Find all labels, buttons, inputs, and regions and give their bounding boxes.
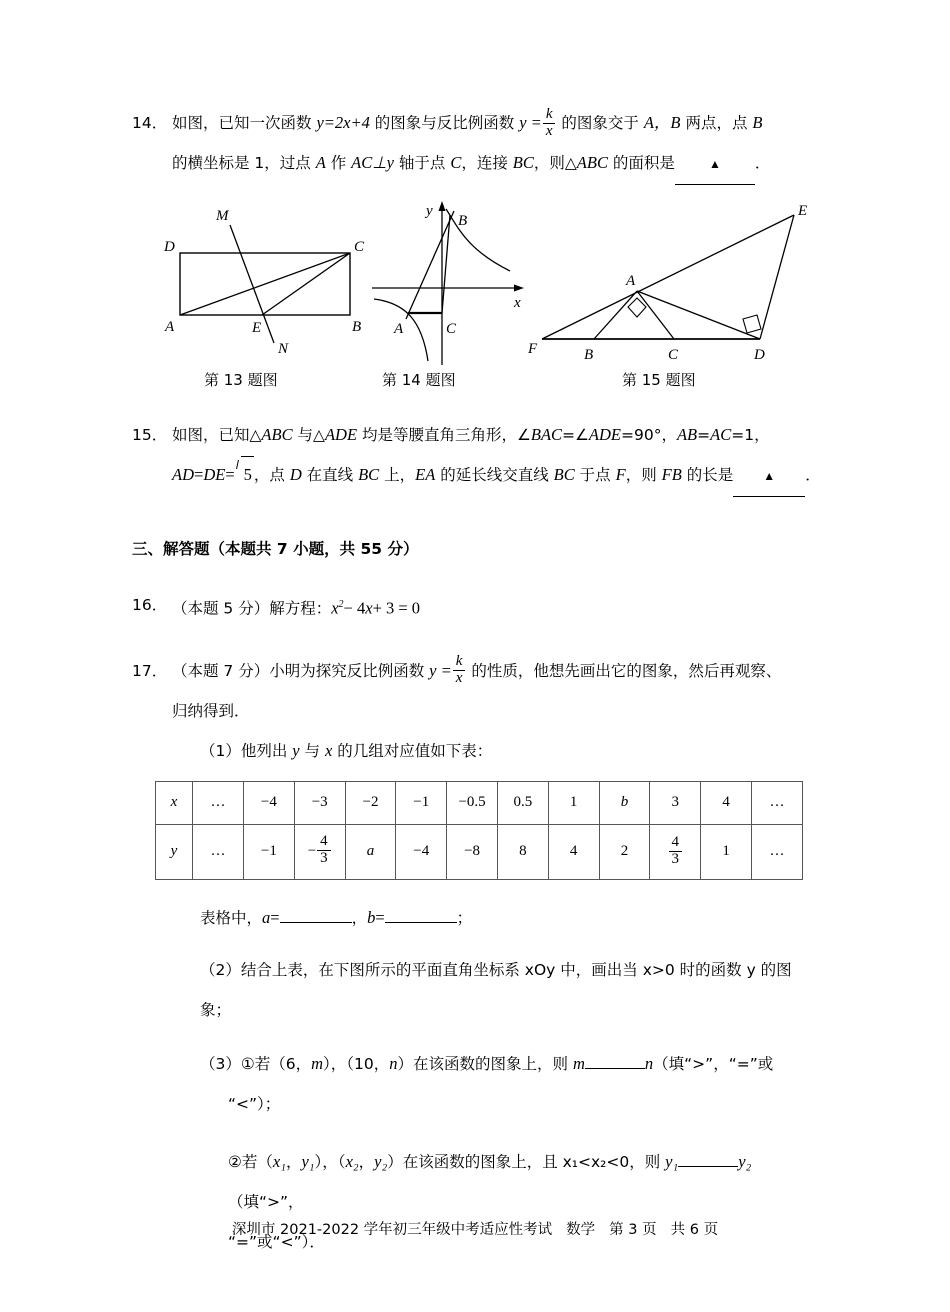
q17-p1-b: 与 bbox=[299, 741, 325, 760]
q15-e: =90°， bbox=[621, 426, 677, 444]
q17-part3-line bbox=[132, 1044, 822, 1124]
q17-var-b: b bbox=[367, 907, 376, 927]
q17-blank-a[interactable] bbox=[280, 922, 352, 923]
q15-line2 bbox=[172, 455, 822, 497]
fig13-label-C: C bbox=[354, 239, 365, 255]
q17-line2: 归纳得到． bbox=[172, 701, 250, 720]
cell-x-10: 3 bbox=[650, 781, 701, 824]
q15-BC: BC bbox=[358, 465, 380, 484]
fig14-label-C: C bbox=[446, 321, 457, 337]
figure-14-caption: 第 14 题图 bbox=[382, 371, 456, 389]
cell-y-3-fraction bbox=[294, 824, 345, 879]
q14-l2-c: 轴于点 bbox=[393, 154, 451, 172]
cell-y-3-sign: − bbox=[307, 843, 317, 859]
fig14-label-A: A bbox=[394, 321, 404, 337]
q17-p3-2a: ②若（ bbox=[228, 1152, 273, 1171]
q17-frac-denominator: x bbox=[453, 670, 466, 687]
q15-l2a: ，点 bbox=[253, 466, 290, 484]
q17-part3-inner bbox=[200, 1044, 822, 1124]
question-17-text bbox=[172, 651, 822, 771]
cell-x-header: x bbox=[156, 781, 193, 824]
q17-p3-n2: n bbox=[644, 1053, 654, 1073]
values-table bbox=[155, 781, 803, 880]
q17-p3-1b: ），（10， bbox=[323, 1054, 390, 1073]
question-17-number: 17． bbox=[132, 661, 168, 680]
q16-rest-b: + 3 = 0 bbox=[372, 598, 421, 618]
q15-FB: FB bbox=[661, 465, 682, 484]
q14-l2-end: ． bbox=[754, 154, 771, 172]
q15-c: 均是等腰直角三角形，∠ bbox=[357, 426, 531, 444]
footer-total-pages: 共 6 页 bbox=[670, 1222, 719, 1238]
q17-blank-b[interactable] bbox=[385, 922, 457, 923]
q17-p3-y1: y₁ bbox=[301, 1151, 315, 1171]
q17-p3-2c: （填“>”， bbox=[228, 1192, 304, 1211]
q17-b: 的性质，他想先画出它的图象，然后再观察、 bbox=[466, 661, 782, 680]
fig13-label-E: E bbox=[252, 320, 262, 336]
question-14-text bbox=[172, 103, 822, 185]
q15-answer-blank[interactable]: ▲ bbox=[733, 456, 805, 497]
cell-y-1: … bbox=[193, 824, 244, 879]
cell-y-header: y bbox=[156, 824, 193, 879]
table-row-y bbox=[156, 824, 803, 879]
q15-EA: EA bbox=[415, 465, 436, 484]
page-content bbox=[132, 0, 822, 1262]
q17-y-equals: y = bbox=[429, 660, 452, 680]
q17-fraction-k-over-x bbox=[453, 654, 466, 687]
q15-g: =1， bbox=[731, 426, 770, 444]
q17-blanks-comma: ， bbox=[351, 908, 368, 927]
q14-linear-function: y=2x+4 bbox=[316, 113, 370, 132]
q17-blanks-prefix: 表格中， bbox=[200, 908, 263, 927]
q17-eq-a: = bbox=[270, 907, 280, 927]
q14-points-AB: A，B bbox=[643, 113, 681, 132]
q17-eq-b: = bbox=[375, 907, 385, 927]
fig14-label-x: x bbox=[514, 295, 521, 311]
cell-y-11: 1 bbox=[701, 824, 752, 879]
q14-y-equals: y = bbox=[519, 113, 542, 132]
page-footer bbox=[0, 1218, 950, 1239]
q15-eq1: = bbox=[194, 465, 204, 484]
figure-13 bbox=[152, 193, 382, 389]
q17-part2-text: （2）结合上表，在下图所示的平面直角坐标系 xOy 中，画出当 x>0 时的函数 y 的图象； bbox=[200, 960, 792, 1019]
q14-text-b: 的图象与反比例函数 bbox=[369, 114, 520, 132]
cell-x-11: 4 bbox=[701, 781, 752, 824]
cell-y-5: −4 bbox=[396, 824, 447, 879]
q14-l2-C: C bbox=[450, 153, 462, 172]
question-17 bbox=[132, 651, 822, 771]
q17-p3-y2b: y₂ bbox=[738, 1151, 752, 1171]
q17-p3-x1: x₁ bbox=[272, 1151, 286, 1171]
figures-row bbox=[132, 193, 822, 393]
q15-l2e: 于点 bbox=[574, 466, 616, 484]
cell-y-4-unknown-a: a bbox=[345, 824, 396, 879]
footer-exam-title: 深圳市 2021-2022 学年初三年级中考适应性考试 bbox=[231, 1222, 553, 1238]
cell-y-2: −1 bbox=[244, 824, 295, 879]
cell-y-3-den: 3 bbox=[317, 850, 331, 867]
cell-x-1: … bbox=[193, 781, 244, 824]
cell-x-6: −0.5 bbox=[447, 781, 498, 824]
q17-p3-1e: “<”）； bbox=[228, 1094, 281, 1113]
q16-var-x: x bbox=[331, 598, 339, 618]
fig15-label-C: C bbox=[668, 347, 679, 363]
q17-p3-x2: x₂ bbox=[345, 1151, 359, 1171]
q15-l2f: ，则 bbox=[625, 466, 662, 484]
fig15-label-D: D bbox=[754, 347, 765, 363]
q17-p3-1d: （填“>”，“=”或 bbox=[653, 1054, 774, 1073]
cell-x-9-unknown-b: b bbox=[599, 781, 650, 824]
q15-sqrt-5: 5 bbox=[235, 455, 254, 495]
q15-AD: AD bbox=[172, 465, 194, 484]
q14-l2-A: A bbox=[315, 153, 326, 172]
q17-blanks-inner bbox=[200, 898, 822, 938]
q14-l2-BC: BC bbox=[512, 153, 534, 172]
q17-p3-m2: m bbox=[572, 1053, 585, 1073]
section-3-heading: 三、解答题（本题共 7 小题，共 55 分） bbox=[132, 540, 419, 558]
fig15-label-A: A bbox=[626, 273, 636, 289]
q17-p3-1c: ）在该函数的图象上，则 bbox=[397, 1054, 573, 1073]
question-15-number: 15． bbox=[132, 426, 168, 444]
table-row-x bbox=[156, 781, 803, 824]
cell-x-7: 0.5 bbox=[497, 781, 548, 824]
q16-var-x2: x bbox=[365, 598, 373, 618]
footer-subject: 数学 bbox=[566, 1222, 596, 1238]
q17-p3-1a: （3）①若（6， bbox=[200, 1054, 312, 1073]
q15-D: D bbox=[289, 465, 302, 484]
q17-part3-2-inner: ②若（x₁，y₁），（x₂，y₂）在该函数的图象上，且 x₁<x₂<0，则 y₁ y₂（填“>”， “=”或“<”）． bbox=[228, 1142, 822, 1262]
q14-l2-d: ，连接 bbox=[461, 154, 513, 172]
fig14-label-B: B bbox=[458, 213, 468, 229]
q17-part2-line bbox=[132, 950, 822, 1030]
q17-p3-n: n bbox=[389, 1053, 398, 1073]
fig13-label-A: A bbox=[165, 319, 175, 335]
figure-15-caption: 第 15 题图 bbox=[622, 371, 696, 389]
cell-y-10-num: 4 bbox=[671, 833, 680, 850]
q16-prefix: （本题 5 分）解方程： bbox=[172, 599, 332, 618]
q15-f: = bbox=[697, 426, 711, 444]
fig13-label-M: M bbox=[216, 208, 229, 224]
q15-angle-ADE: ADE bbox=[588, 425, 621, 444]
q15-l2c: 上， bbox=[379, 466, 416, 484]
q14-fraction-k-over-x bbox=[543, 107, 556, 140]
q14-l2-e: ，则△ bbox=[533, 154, 577, 172]
q17-blank-compare-1[interactable] bbox=[585, 1068, 645, 1069]
q17-p3-2b: ）在该函数的图象上，且 x₁<x₂<0，则 bbox=[387, 1152, 666, 1171]
q14-frac-denominator: x bbox=[543, 123, 556, 140]
q17-p3-2d: “=”或“<”）． bbox=[228, 1232, 325, 1251]
q15-l2g: 的长是 bbox=[681, 466, 734, 484]
cell-x-12: … bbox=[752, 781, 803, 824]
q14-frac-numerator: k bbox=[545, 105, 553, 122]
question-14-number: 14． bbox=[132, 114, 168, 132]
question-16-number: 16． bbox=[132, 596, 168, 614]
q17-p1-c: 的几组对应值如下表： bbox=[332, 741, 493, 760]
cell-x-8: 1 bbox=[548, 781, 599, 824]
q15-DE: DE bbox=[203, 465, 226, 484]
q17-blank-compare-2[interactable] bbox=[678, 1166, 738, 1167]
cell-y-9: 2 bbox=[599, 824, 650, 879]
q14-text-d: 两点，点 bbox=[680, 114, 753, 132]
q15-b: 与△ bbox=[292, 426, 325, 444]
q14-l2-b: 作 bbox=[325, 154, 352, 172]
q15-eq2: = bbox=[225, 465, 235, 484]
q15-ABC: ABC bbox=[261, 425, 293, 444]
q15-BC2: BC bbox=[553, 465, 575, 484]
q14-l2-a: 的横坐标是 1，过点 bbox=[172, 154, 316, 172]
cell-y-12: … bbox=[752, 824, 803, 879]
q14-point-B: B bbox=[752, 113, 763, 132]
q14-line2 bbox=[172, 143, 822, 185]
q17-part3-2-line bbox=[132, 1142, 822, 1262]
fig13-label-D: D bbox=[164, 239, 175, 255]
cell-y-6: −8 bbox=[447, 824, 498, 879]
fig14-label-y: y bbox=[426, 203, 433, 219]
q15-a: 如图，已知△ bbox=[172, 426, 262, 444]
q17-var-a: a bbox=[262, 907, 271, 927]
q15-AB: AB bbox=[676, 425, 698, 444]
cell-x-5: −1 bbox=[396, 781, 447, 824]
q17-frac-numerator: k bbox=[455, 653, 463, 670]
figure-14 bbox=[362, 193, 542, 389]
q14-text-a: 如图，已知一次函数 bbox=[172, 114, 317, 132]
values-table-wrap bbox=[155, 781, 822, 880]
q17-blanks-end: ； bbox=[456, 908, 473, 927]
q15-ADE: ADE bbox=[324, 425, 358, 444]
q17-p1-x: x bbox=[324, 740, 333, 760]
q14-answer-blank[interactable]: ▲ bbox=[675, 144, 755, 185]
q14-l2-f: 的面积是 bbox=[607, 154, 675, 172]
question-15-text bbox=[172, 415, 822, 497]
q17-blanks-line bbox=[132, 898, 822, 938]
q15-l2end: ． bbox=[805, 466, 821, 484]
cell-y-10-den: 3 bbox=[669, 851, 683, 868]
question-14 bbox=[132, 103, 822, 185]
q15-angle-BAC: BAC bbox=[530, 425, 563, 444]
q15-F: F bbox=[615, 465, 626, 484]
footer-page-number: 第 3 页 bbox=[609, 1222, 657, 1238]
question-16 bbox=[132, 585, 822, 629]
fig15-label-F: F bbox=[528, 341, 538, 357]
cell-x-2: −4 bbox=[244, 781, 295, 824]
fig15-label-E: E bbox=[798, 203, 808, 219]
q17-p1-a: （1）他列出 bbox=[200, 741, 293, 760]
q17-p3-m: m bbox=[311, 1053, 324, 1073]
q15-l2d: 的延长线交直线 bbox=[435, 466, 554, 484]
fig15-label-B: B bbox=[584, 347, 594, 363]
q15-d: =∠ bbox=[562, 426, 589, 444]
cell-x-4: −2 bbox=[345, 781, 396, 824]
cell-y-8: 4 bbox=[548, 824, 599, 879]
q17-p3-y2: y₂ bbox=[374, 1151, 388, 1171]
fig13-label-N: N bbox=[278, 341, 289, 357]
question-15 bbox=[132, 415, 822, 497]
figure-15 bbox=[522, 193, 822, 389]
cell-y-3-num: 4 bbox=[320, 833, 328, 850]
q16-rest-a: − 4 bbox=[343, 598, 366, 618]
figure-13-caption: 第 13 题图 bbox=[204, 371, 278, 389]
q15-l2b: 在直线 bbox=[301, 466, 359, 484]
q14-l2-AC: AC⊥y bbox=[351, 153, 394, 172]
question-16-text bbox=[172, 585, 822, 629]
q14-text-c: 的图象交于 bbox=[556, 114, 644, 132]
q16-exponent: 2 bbox=[338, 599, 344, 610]
q15-AC: AC bbox=[710, 425, 732, 444]
q17-p1-y: y bbox=[292, 740, 300, 760]
cell-y-7: 8 bbox=[497, 824, 548, 879]
q14-l2-ABC: ABC bbox=[576, 153, 608, 172]
q17-a: （本题 7 分）小明为探究反比例函数 bbox=[172, 661, 430, 680]
cell-x-3: −3 bbox=[294, 781, 345, 824]
q17-p3-y1b: y₁ bbox=[665, 1151, 679, 1171]
q17-part1 bbox=[200, 731, 822, 771]
fig13-label-B: B bbox=[352, 319, 362, 335]
cell-y-10-fraction bbox=[650, 824, 701, 879]
